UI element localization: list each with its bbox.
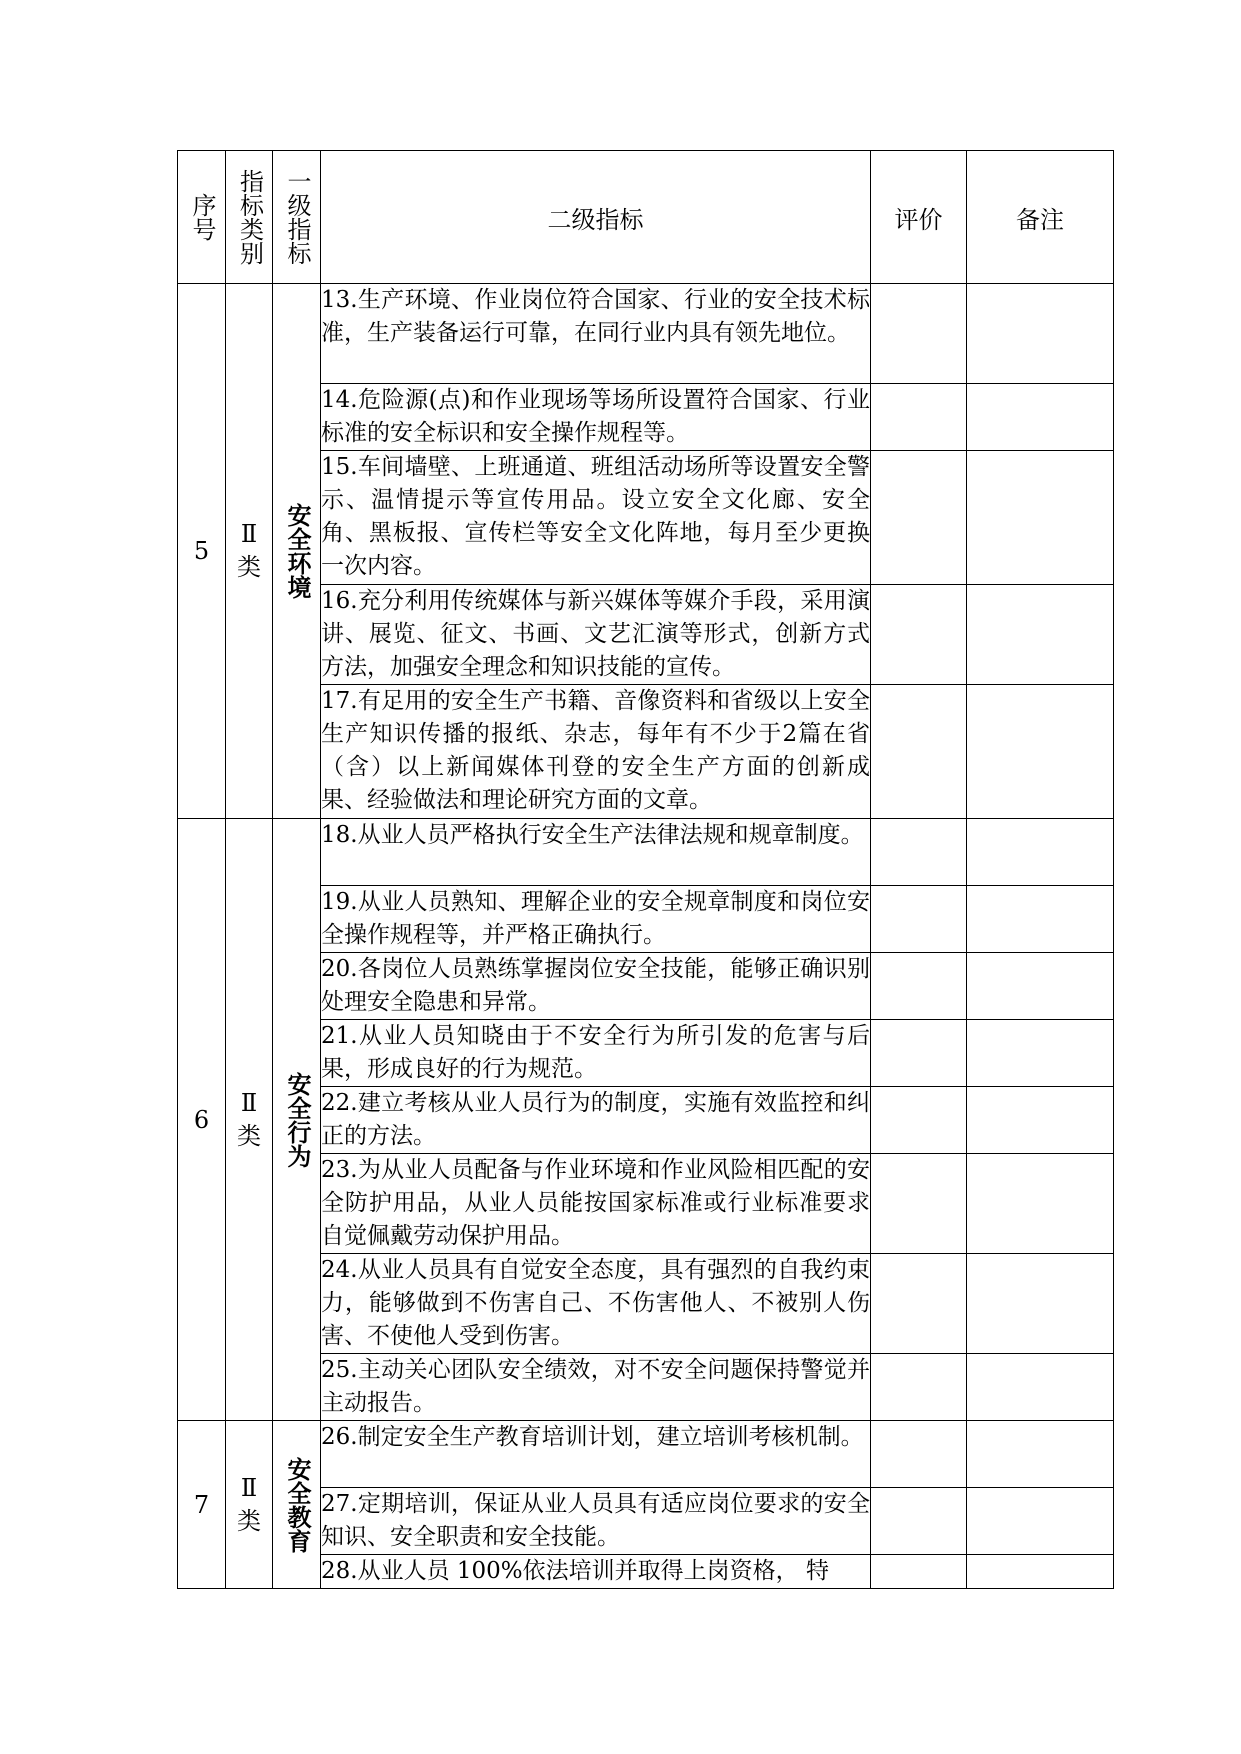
evaluation-cell[interactable] bbox=[871, 1154, 967, 1254]
evaluation-cell[interactable] bbox=[871, 1555, 967, 1589]
level2-item: 17.有足用的安全生产书籍、音像资料和省级以上安全生产知识传播的报纸、杂志，每年有不少于2篇在省（含）以上新闻媒体刊登的安全生产方面的创新成果、经验做法和理论研究方面的文章。 bbox=[321, 685, 871, 819]
evaluation-cell[interactable] bbox=[871, 1087, 967, 1154]
remarks-cell[interactable] bbox=[967, 284, 1114, 384]
remarks-cell[interactable] bbox=[967, 685, 1114, 819]
header-seq: 序号 bbox=[178, 151, 226, 284]
evaluation-cell[interactable] bbox=[871, 886, 967, 953]
evaluation-cell[interactable] bbox=[871, 585, 967, 685]
header-level1: 一级指标 bbox=[273, 151, 321, 284]
level2-item: 26.制定安全生产教育培训计划，建立培训考核机制。 bbox=[321, 1421, 871, 1488]
evaluation-cell[interactable] bbox=[871, 819, 967, 886]
table-row bbox=[178, 819, 1114, 886]
remarks-cell[interactable] bbox=[967, 1555, 1114, 1589]
remarks-cell[interactable] bbox=[967, 1254, 1114, 1354]
level2-item: 23.为从业人员配备与作业环境和作业风险相匹配的安全防护用品，从业人员能按国家标准或行业标准要求自觉佩戴劳动保护用品。 bbox=[321, 1154, 871, 1254]
header-level2: 二级指标 bbox=[321, 151, 871, 284]
remarks-cell[interactable] bbox=[967, 1087, 1114, 1154]
remarks-cell[interactable] bbox=[967, 384, 1114, 451]
evaluation-cell[interactable] bbox=[871, 1254, 967, 1354]
group-level1: 安全教育 bbox=[273, 1421, 321, 1589]
level2-item: 19.从业人员熟知、理解企业的安全规章制度和岗位安全操作规程等，并严格正确执行。 bbox=[321, 886, 871, 953]
evaluation-cell[interactable] bbox=[871, 953, 967, 1020]
header-row bbox=[178, 151, 1114, 284]
group-level1: 安全行为 bbox=[273, 819, 321, 1421]
evaluation-cell[interactable] bbox=[871, 451, 967, 585]
remarks-cell[interactable] bbox=[967, 953, 1114, 1020]
remarks-cell[interactable] bbox=[967, 1354, 1114, 1421]
remarks-cell[interactable] bbox=[967, 1488, 1114, 1555]
level2-item: 18.从业人员严格执行安全生产法律法规和规章制度。 bbox=[321, 819, 871, 886]
group-category: Ⅱ 类 bbox=[226, 819, 273, 1421]
group-category: Ⅱ 类 bbox=[226, 1421, 273, 1589]
header-remarks: 备注 bbox=[967, 151, 1114, 284]
level2-item: 25.主动关心团队安全绩效，对不安全问题保持警觉并主动报告。 bbox=[321, 1354, 871, 1421]
evaluation-cell[interactable] bbox=[871, 1354, 967, 1421]
evaluation-cell[interactable] bbox=[871, 384, 967, 451]
evaluation-cell[interactable] bbox=[871, 685, 967, 819]
remarks-cell[interactable] bbox=[967, 1421, 1114, 1488]
group-seq: 7 bbox=[178, 1421, 226, 1589]
group-level1: 安全环境 bbox=[273, 284, 321, 819]
evaluation-cell[interactable] bbox=[871, 1421, 967, 1488]
level2-item: 21.从业人员知晓由于不安全行为所引发的危害与后果，形成良好的行为规范。 bbox=[321, 1020, 871, 1087]
remarks-cell[interactable] bbox=[967, 585, 1114, 685]
level2-item: 27.定期培训，保证从业人员具有适应岗位要求的安全知识、安全职责和安全技能。 bbox=[321, 1488, 871, 1555]
remarks-cell[interactable] bbox=[967, 819, 1114, 886]
remarks-cell[interactable] bbox=[967, 1020, 1114, 1087]
group-category: Ⅱ 类 bbox=[226, 284, 273, 819]
table-row bbox=[178, 284, 1114, 384]
evaluation-table bbox=[177, 150, 1114, 1589]
remarks-cell[interactable] bbox=[967, 1154, 1114, 1254]
header-evaluation: 评价 bbox=[871, 151, 967, 284]
level2-item: 24.从业人员具有自觉安全态度，具有强烈的自我约束力，能够做到不伤害自己、不伤害他人、不被别人伤害、不使他人受到伤害。 bbox=[321, 1254, 871, 1354]
group-seq: 5 bbox=[178, 284, 226, 819]
header-category: 指标类别 bbox=[226, 151, 273, 284]
level2-item: 14.危险源(点)和作业现场等场所设置符合国家、行业标准的安全标识和安全操作规程等。 bbox=[321, 384, 871, 451]
level2-item: 15.车间墙壁、上班通道、班组活动场所等设置安全警示、温情提示等宣传用品。设立安全文化廊、安全角、黑板报、宣传栏等安全文化阵地，每月至少更换一次内容。 bbox=[321, 451, 871, 585]
group-seq: 6 bbox=[178, 819, 226, 1421]
evaluation-cell[interactable] bbox=[871, 1488, 967, 1555]
level2-item: 20.各岗位人员熟练掌握岗位安全技能，能够正确识别处理安全隐患和异常。 bbox=[321, 953, 871, 1020]
evaluation-cell[interactable] bbox=[871, 284, 967, 384]
evaluation-cell[interactable] bbox=[871, 1020, 967, 1087]
table-row bbox=[178, 1421, 1114, 1488]
level2-item: 13.生产环境、作业岗位符合国家、行业的安全技术标准，生产装备运行可靠，在同行业内具有领先地位。 bbox=[321, 284, 871, 384]
remarks-cell[interactable] bbox=[967, 451, 1114, 585]
level2-item: 16.充分利用传统媒体与新兴媒体等媒介手段，采用演讲、展览、征文、书画、文艺汇演等形式，创新方式方法，加强安全理念和知识技能的宣传。 bbox=[321, 585, 871, 685]
level2-item: 22.建立考核从业人员行为的制度，实施有效监控和纠正的方法。 bbox=[321, 1087, 871, 1154]
remarks-cell[interactable] bbox=[967, 886, 1114, 953]
level2-item: 28.从业人员 100%依法培训并取得上岗资格， 特 bbox=[321, 1555, 871, 1589]
